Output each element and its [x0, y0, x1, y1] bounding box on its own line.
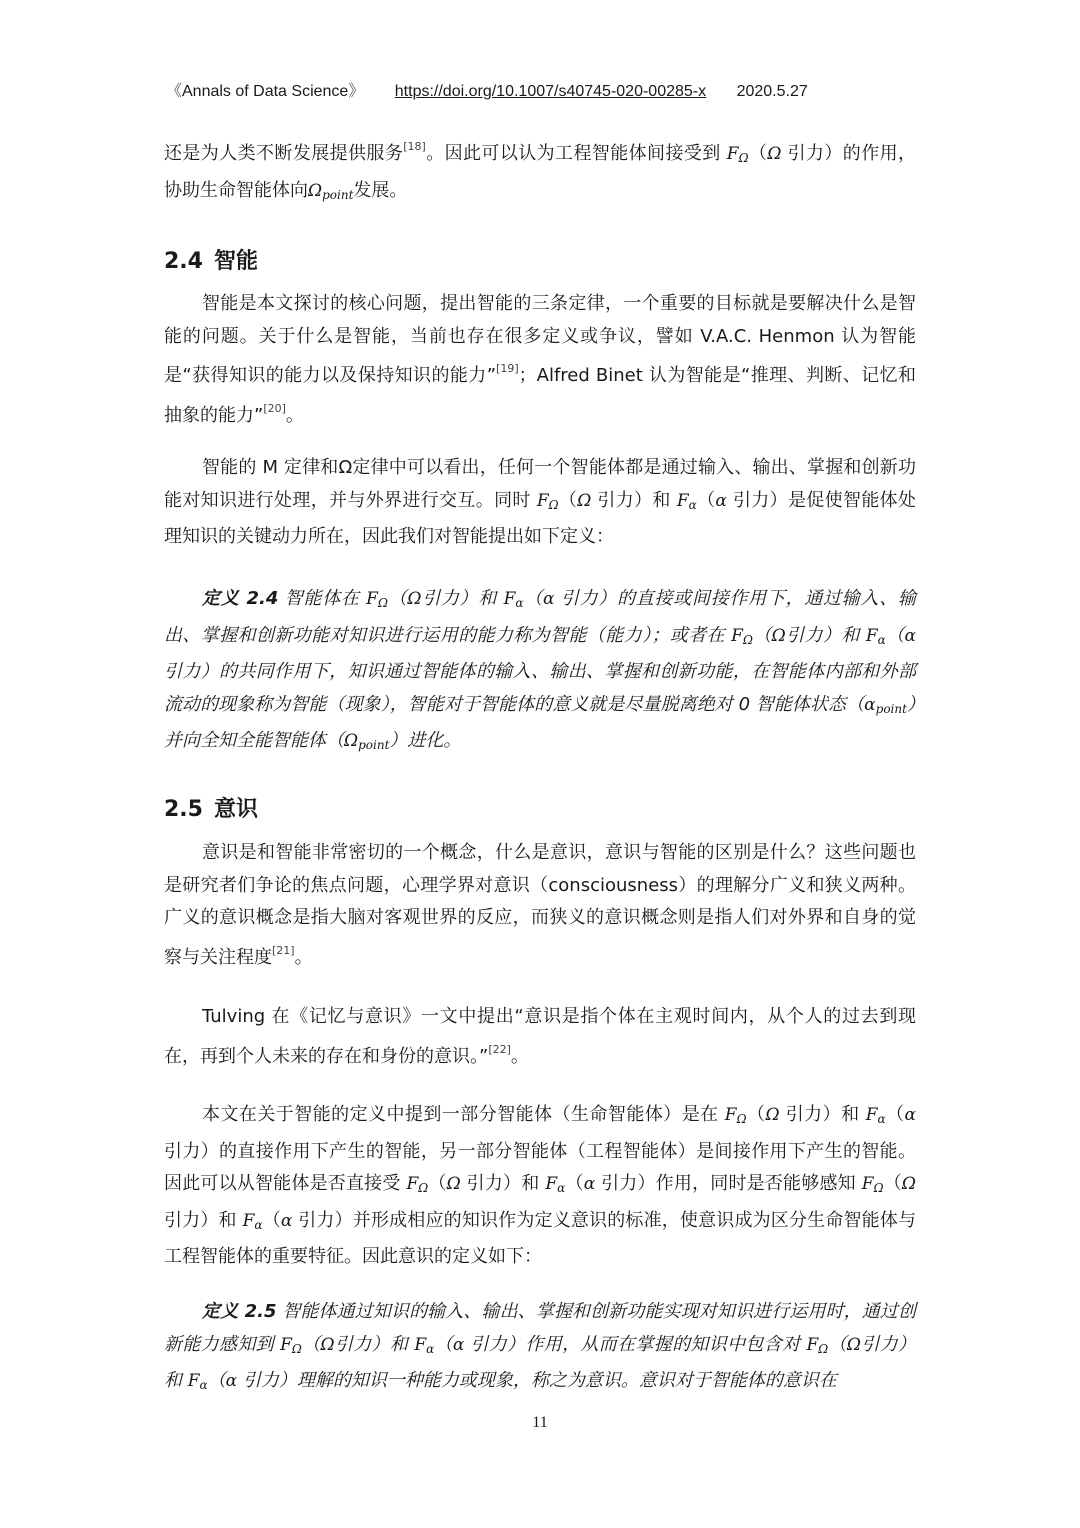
- publication-date: 2020.5.27: [736, 83, 808, 100]
- paragraph-tulving: Tulving 在《记忆与意识》一文中提出“意识是指个体在主观时间内，从个人的过去到现在，再到个人未来的存在和身份的意识。”[22]。: [164, 1006, 916, 1067]
- paragraph-consciousness-intro: 意识是和智能非常密切的一个概念，什么是意识，意识与智能的区别是什么？这些问题也是研究者们争论的焦点问题，心理学界对意识（consciousness）的理解分广义和狭义两种。广义的意识概念是指大脑对客观世界的反应，而狭义的意识概念则是指人们对外界和自身的觉察与关注程度[21]。: [164, 842, 916, 968]
- doi-link[interactable]: https://doi.org/10.1007/s40745-020-00285-x: [394, 83, 707, 100]
- definition-label: 定义 2.5: [202, 1301, 277, 1322]
- citation-21[interactable]: [21]: [272, 943, 295, 957]
- definition-2-4: 定义 2.4 智能体在 $F_\Omega(\Omega$引力）和 $F_\alpha(\alpha$ 引力）的直接或间接作用下，通过输入、输出、掌握和创新功能对知识进行运用的能力称为智能（能力）；或者在 $F_\Omega(\Omega$引力）和 $F_\alpha(\alpha$ 引力）的共同作用下，知识通过智能体的输入、输出、掌握和创新功能，在智能体内部和外部流动的现象称为智能（现象），智能对于智能体的意义就是尽量脱离绝对 0 智能体状态$(\alpha_{point})$并向全知全能智能体$(\Omega_{point})$进化。: [164, 588, 917, 753]
- paragraph-intelligence-intro: 智能是本文探讨的核心问题，提出智能的三条定律，一个重要的目标就是要解决什么是智能的问题。关于什么是智能，当前也存在很多定义或争议，譬如 V.A.C. Henmon 认为智能是“获得知识的能力以及保持知识的能力”[19]；Alfred Binet 认为智能是“推理、判断、记忆和抽象的能力”[20]。: [164, 293, 916, 426]
- citation-18[interactable]: [18]: [403, 140, 426, 153]
- running-header: [166, 78, 926, 101]
- citation-22[interactable]: [22]: [488, 1042, 511, 1056]
- section-heading-2-4: 2.4 智能: [164, 249, 259, 274]
- definition-2-5: 定义 2.5 智能体通过知识的输入、输出、掌握和创新功能实现对知识进行运用时，通过创新能力感知到 $F_\Omega(\Omega$引力）和 $F_\alpha(\alpha$ 引力）作用，从而在掌握的知识中包含对 $F_\Omega(\Omega$引力）和 $F_\alpha(\alpha$ 引力）理解的知识一种能力或现象，称之为意识。意识对于智能体的意识在: [164, 1301, 917, 1393]
- paragraph-intelligence-laws: 智能的 M 定律和Ω定律中可以看出，任何一个智能体都是通过输入、输出、掌握和创新功能对知识进行处理，并与外界进行交互。同时 $F_\Omega(\Omega$ 引力）和 $F_\alpha(\alpha$ 引力）是促使智能体处理知识的关键动力所在，因此我们对智能提出如下定义：: [164, 457, 916, 548]
- paragraph-consciousness-criteria: 本文在关于智能的定义中提到一部分智能体（生命智能体）是在 $F_\Omega(\Omega$ 引力）和 $F_\alpha(\alpha$ 引力）的直接作用下产生的智能，另一部分智能体（工程智能体）是间接作用下产生的智能。因此可以从智能体是否直接受 $F_\Omega(\Omega$ 引力）和 $F_\alpha(\alpha$ 引力）作用，同时是否能够感知 $F_\Omega(\Omega$引力）和 $F_\alpha(\alpha$ 引力）并形成相应的知识作为定义意识的标准，使意识成为区分生命智能体与工程智能体的重要特征。因此意识的定义如下：: [164, 1104, 917, 1268]
- paragraph-continuation: 还是为人类不断发展提供服务[18]。因此可以认为工程智能体间接受到 $F_\Omega(\Omega$ 引力）的作用，协助生命智能体向$\Omega_{point}$发展。: [164, 140, 917, 202]
- page-number: 11: [532, 1414, 548, 1431]
- citation-19[interactable]: [19]: [496, 362, 519, 376]
- section-heading-2-5: 2.5 意识: [164, 797, 259, 822]
- definition-label: 定义 2.4: [202, 588, 279, 609]
- journal-name: 《Annals of Data Science》: [166, 83, 365, 100]
- citation-20[interactable]: [20]: [263, 401, 286, 415]
